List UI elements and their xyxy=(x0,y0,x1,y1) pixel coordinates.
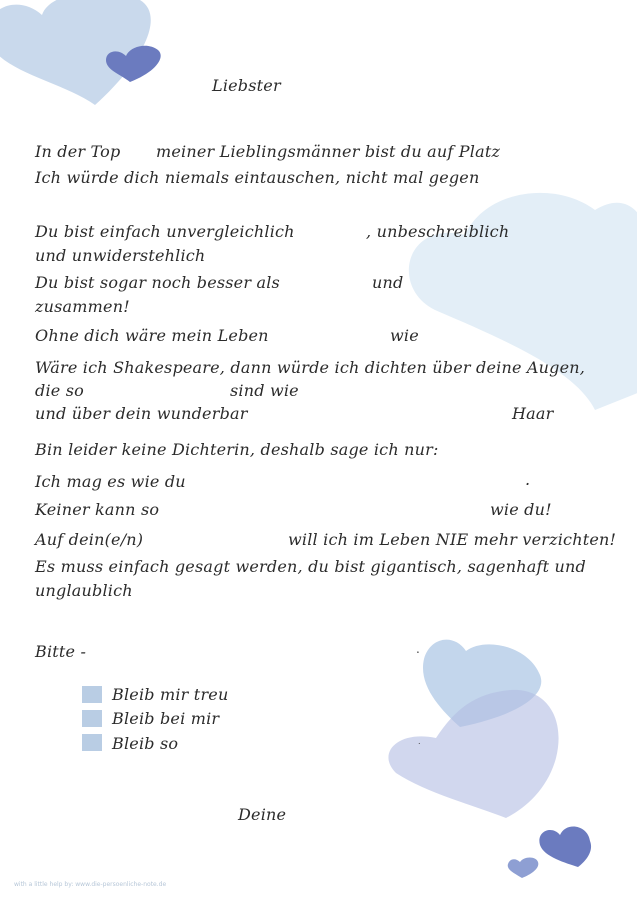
line4-text: und unwiderstehlich xyxy=(35,246,206,265)
line7-end: wie xyxy=(390,326,419,345)
line10-start: und über dein wunderbar xyxy=(35,404,248,423)
option-label-2: Bleib bei mir xyxy=(112,709,220,728)
line12-start: Ich mag es wie du xyxy=(35,472,186,491)
line5-end: und xyxy=(372,273,404,292)
line3-end: , unbeschreiblich xyxy=(366,222,510,241)
option-checkbox-2[interactable] xyxy=(82,710,102,727)
line10-end: Haar xyxy=(512,404,554,423)
closing-text: Deine xyxy=(238,805,287,824)
line9-start: die so xyxy=(35,381,84,400)
line13-end: wie du! xyxy=(490,500,552,519)
heart-right-large-icon xyxy=(395,180,637,415)
option-label-3: Bleib so xyxy=(112,734,179,753)
footer-credit: with a little help by: www.die-persoenliche-note.de xyxy=(14,881,167,888)
line14-end: will ich im Leben NIE mehr verzichten! xyxy=(288,530,617,549)
line11-text: Bin leider keine Dichterin, deshalb sage ich nur: xyxy=(35,440,439,459)
option-label-1: Bleib mir treu xyxy=(112,685,229,704)
line5-start: Du bist sogar noch besser als xyxy=(35,273,280,292)
heart-small-top-icon xyxy=(104,44,166,84)
line16-text: unglaublich xyxy=(35,581,133,600)
heart-small-bottom-right-icon xyxy=(538,825,596,869)
line6-text: zusammen! xyxy=(35,297,130,316)
option-checkbox-1[interactable] xyxy=(82,686,102,703)
bitte-dot: . xyxy=(416,642,420,656)
line1-start: In der Top xyxy=(35,142,121,161)
line2-text: Ich würde dich niemals eintauschen, nicht mal gegen xyxy=(35,168,480,187)
line13-start: Keiner kann so xyxy=(35,500,160,519)
line3-start: Du bist einfach unvergleichlich xyxy=(35,222,295,241)
option-checkbox-3[interactable] xyxy=(82,734,102,751)
line8-text: Wäre ich Shakespeare, dann würde ich dichten über deine Augen, xyxy=(35,358,586,377)
line7-start: Ohne dich wäre mein Leben xyxy=(35,326,269,345)
line1-end: meiner Lieblingsmänner bist du auf Platz xyxy=(156,142,501,161)
heart-bottom-center-icon xyxy=(386,688,564,823)
bitte-text: Bitte - xyxy=(35,642,87,661)
mid-dot: . xyxy=(418,737,421,746)
greeting-text: Liebster xyxy=(212,76,281,95)
line9-end: sind wie xyxy=(230,381,299,400)
line15-text: Es muss einfach gesagt werden, du bist gigantisch, sagenhaft und xyxy=(35,557,586,576)
heart-tiny-bottom-icon xyxy=(506,856,540,880)
line14-start: Auf dein(e/n) xyxy=(35,530,144,549)
line12-end: . xyxy=(525,470,531,489)
